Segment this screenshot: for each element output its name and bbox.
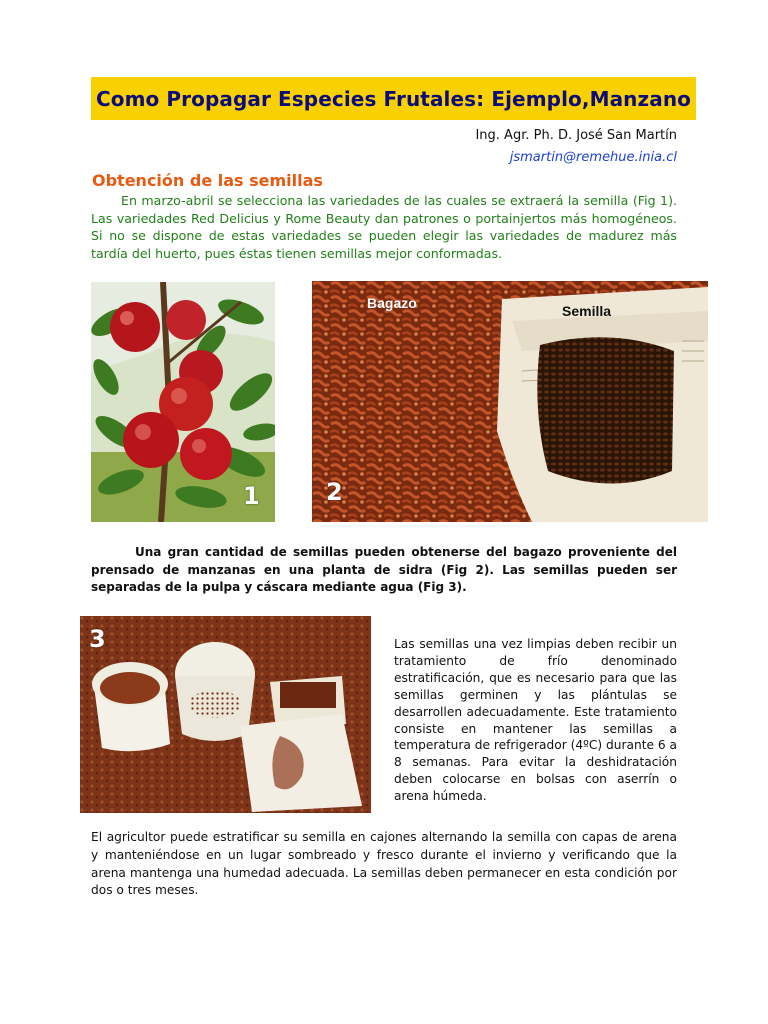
author-line: Ing. Agr. Ph. D. José San Martín	[475, 128, 677, 143]
figure-1-number: 1	[243, 482, 260, 510]
figure-2-pomace-seed-photo	[312, 281, 708, 522]
section-heading: Obtención de las semillas	[92, 171, 323, 190]
title-banner	[91, 77, 696, 120]
pomace-and-seeds-illustration	[312, 281, 708, 522]
figure-3-number: 3	[89, 625, 106, 653]
stratification-paragraph: Las semillas una vez limpias deben recibir un tratamiento de frío denominado estratificación, que es necesario para que las semillas germinen y las plántulas se desarrollen adecuadamente. Este tratamiento consiste en mantener las semillas a temperatura de refrigerador (4ºC) durante 6 a 8 semanas. Para evitar la deshidratación deben colocarse en bolsas con aserrín o arena húmeda.	[394, 637, 677, 804]
seed-containers-illustration	[80, 616, 371, 813]
intro-paragraph: En marzo-abril se selecciona las variedades de las cuales se extraerá la semilla (Fig 1). Las variedades Red Delicius y Rome Beauty dan patrones o portainjertos más homogéneos. Si no se dispone de estas variedades se pueden elegir las variedades de madurez más tardía del huerto, pues éstas tienen semillas mejor conformadas.	[91, 193, 677, 262]
figure-caption-paragraph: Una gran cantidad de semillas pueden obtenerse del bagazo proveniente del prensado de manzanas en una planta de sidra (Fig 2). Las semillas pueden ser separadas de la pulpa y cáscara mediante agua (Fig 3).	[91, 545, 677, 594]
figure-2-number: 2	[326, 478, 343, 506]
figure-2-semilla-label: Semilla	[562, 303, 612, 319]
document-title: Como Propagar Especies Frutales: Ejemplo,Manzano	[95, 86, 692, 111]
figure-3-seed-washing-photo	[80, 616, 371, 813]
figure-2-bagazo-label: Bagazo	[367, 295, 417, 311]
figure-1-apple-tree-photo	[91, 282, 275, 522]
author-email-link[interactable]: jsmartin@remehue.inia.cl	[509, 150, 677, 165]
closing-paragraph: El agricultor puede estratificar su semilla en cajones alternando la semilla con capas de arena y manteniéndose en un lugar sombreado y fresco durante el invierno y verificando que la arena mantenga una humedad adecuada. La semillas deben permanecer en esta condición por dos o tres meses.	[91, 830, 677, 898]
